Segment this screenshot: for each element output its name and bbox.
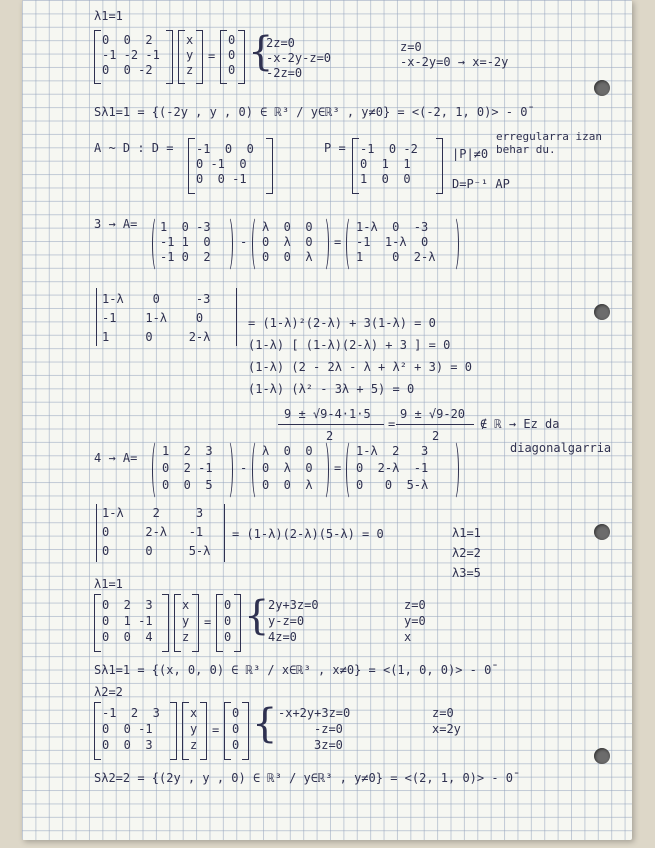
eigenvalue: λ3=5 — [452, 566, 481, 580]
matrix-row: 0 0 5 — [162, 478, 213, 492]
matrix-row: λ 0 0 — [262, 220, 313, 234]
vector-entry: 0 — [232, 706, 240, 720]
matrix-row: 0 λ 0 — [262, 235, 313, 249]
matrix-row: 0 2-λ -1 — [102, 525, 204, 539]
step-line: (1-λ) (λ² - 3λ + 5) = 0 — [248, 382, 415, 396]
matrix-p-label: P = — [324, 141, 346, 155]
paren — [224, 440, 233, 500]
vector-entry: y — [190, 722, 198, 736]
matrix-row: 0 1 -1 — [102, 614, 153, 628]
matrix-bracket — [196, 30, 203, 84]
matrix-row: 0 0 λ — [262, 478, 313, 492]
eigenspace-s1: Sλ1=1 = {(-2y , y , 0) ∈ ℝ³ / y∈ℝ³ , y≠0} = <(-2, 1, 0)> - 0̄ — [94, 105, 528, 119]
vector-entry: 0 — [228, 33, 236, 47]
vector-entry: z — [186, 63, 194, 77]
step-line: (1-λ) (2 - 2λ - λ + λ² + 3) = 0 — [248, 360, 472, 374]
matrix-row: 0 λ 0 — [262, 461, 313, 475]
solution-line: y=0 — [404, 614, 426, 628]
system-solution — [404, 598, 426, 646]
matrix-row: -1 1 0 — [160, 235, 211, 249]
matrix-bracket — [192, 594, 199, 652]
binder-hole-4 — [594, 748, 610, 764]
matrix-row: 0 2 3 — [102, 598, 153, 612]
matrix-a-minus-lambda — [102, 33, 160, 78]
solution-line: z=0 — [404, 598, 426, 612]
system-equation: -x-2y-z=0 — [266, 51, 332, 65]
quadratic-numerator-2: 9 ± √9-20 — [400, 407, 466, 421]
determinant-bar — [96, 288, 97, 346]
matrix-row: 1 2 3 — [162, 444, 213, 458]
matrix-row: 0 0 5-λ — [356, 478, 429, 492]
matrix-row: 0 2 -1 — [162, 461, 213, 475]
diagonalization-formula: D=P⁻¹ AP — [452, 177, 510, 191]
matrix-bracket — [166, 30, 173, 84]
system-equation: -2z=0 — [266, 66, 303, 80]
matrix-row: 1 0 -3 — [160, 220, 211, 234]
characteristic-steps — [248, 316, 472, 404]
vector-entry: x — [186, 33, 194, 47]
determinant-bar — [236, 288, 237, 346]
solution-line: x — [404, 630, 412, 644]
matrix-row: 0 1 1 — [360, 157, 411, 171]
matrix-bracket — [220, 30, 227, 84]
eigenspace-s2: Sλ1=1 = {(x, 0, 0) ∈ ℝ³ / x∈ℝ³ , x≠0} = <(1, 0, 0)> - 0̄ — [94, 663, 492, 677]
minus-sign: - — [240, 461, 248, 475]
system-equation: 2z=0 — [266, 36, 295, 50]
matrix-p — [360, 142, 418, 187]
matrix-bracket — [238, 30, 245, 84]
vector-entry: 0 — [224, 630, 232, 644]
det-p-nonzero: |P|≠0 — [452, 147, 489, 161]
equals-sign: = — [388, 417, 396, 431]
matrix-row: 0 0 -1 — [196, 172, 247, 186]
zero-vector — [232, 706, 239, 754]
system-equation: -z=0 — [314, 722, 343, 736]
matrix-row: 0 -1 0 — [196, 157, 247, 171]
vector-entry: 0 — [224, 614, 232, 628]
matrix-bracket — [178, 30, 185, 84]
quadratic-denominator-2: 2 — [432, 429, 440, 443]
matrix-row: -1 0 -2 — [360, 142, 418, 156]
matrix-bracket — [162, 594, 169, 652]
matrix-a — [162, 444, 213, 495]
matrix-row: 0 0 4 — [102, 630, 153, 644]
matrix-row: 1-λ 2 3 — [102, 506, 204, 520]
solution-line: z=0 — [432, 706, 454, 720]
matrix-bracket — [200, 702, 207, 760]
matrix-a-minus-lambda-i — [356, 220, 435, 265]
eigenvalue: λ1=1 — [452, 526, 481, 540]
matrix-a-minus-lambda-i — [356, 444, 428, 495]
matrix-row: -1 0 2 — [160, 250, 211, 264]
paren — [252, 440, 261, 500]
determinant-bar — [96, 504, 97, 562]
eigenspace-s3: Sλ2=2 = {(2y , y , 0) ∈ ℝ³ / y∈ℝ³ , y≠0} = <(2, 1, 0)> - 0̄ — [94, 771, 514, 785]
vector-entry: 0 — [224, 598, 232, 612]
matrix-row: 1-λ 2 3 — [356, 444, 429, 458]
notebook-page — [22, 0, 632, 840]
paren — [152, 440, 161, 500]
matrix-bracket — [94, 30, 101, 84]
exercise-4-label: 4 → A= — [94, 451, 138, 465]
lambda1-heading: λ1=1 — [94, 9, 123, 23]
vector-entry: z — [190, 738, 198, 752]
vector-entry: 0 — [228, 63, 236, 77]
linear-system — [266, 36, 331, 81]
paren — [450, 216, 459, 272]
paren — [252, 216, 261, 272]
matrix-bracket — [352, 138, 359, 194]
system-solution — [432, 706, 461, 738]
vector-entry: 0 — [228, 48, 236, 62]
matrix-row: 1 0 2-λ — [102, 330, 211, 344]
fraction-line — [278, 424, 384, 425]
matrix-row: 1 0 2-λ — [356, 250, 436, 264]
linear-system — [268, 598, 319, 646]
not-real-conclusion: ∉ ℝ → Ez da — [480, 417, 560, 431]
system-equation: 3z=0 — [314, 738, 343, 752]
vector-entry: y — [182, 614, 190, 628]
eigenvalue: λ2=2 — [452, 546, 481, 560]
system-equation: y-z=0 — [268, 614, 305, 628]
matrix-d — [196, 142, 254, 187]
vector-entry: x — [182, 598, 190, 612]
matrix-bracket — [170, 702, 177, 760]
system-equation: 4z=0 — [268, 630, 297, 644]
matrix-row: -1 1-λ 0 — [356, 235, 429, 249]
zero-vector — [228, 33, 235, 78]
zero-vector — [224, 598, 231, 646]
matrix-bracket — [224, 702, 231, 760]
matrix-row: λ 0 0 — [262, 444, 313, 458]
paren — [346, 440, 355, 500]
characteristic-equation: = (1-λ)(2-λ)(5-λ) = 0 — [232, 527, 384, 541]
eigenvalue-list — [452, 526, 481, 586]
quadratic-numerator: 9 ± √9-4·1·5 — [284, 407, 371, 421]
eigenvector-heading-1: λ1=1 — [94, 577, 123, 591]
matrix-row: 0 0 2 — [102, 33, 153, 47]
step-line: = (1-λ)²(2-λ) + 3(1-λ) = 0 — [248, 316, 436, 330]
matrix-lambda-i — [262, 444, 313, 495]
vector-entry: y — [186, 48, 194, 62]
matrix-a — [160, 220, 211, 265]
matrix-row: 1-λ 0 -3 — [356, 220, 429, 234]
minus-sign: - — [240, 235, 248, 249]
matrix-row: 0 0 5-λ — [102, 544, 211, 558]
paren — [320, 440, 329, 500]
vector-entry: z — [182, 630, 190, 644]
system-equation: -x+2y+3z=0 — [278, 706, 351, 720]
unknown-vector — [186, 33, 193, 78]
system-brace: { — [252, 701, 278, 747]
binder-hole-1 — [594, 80, 610, 96]
equals-sign: = — [334, 461, 342, 475]
equals-sign: = — [334, 235, 342, 249]
matrix-row: -1 1-λ 0 — [102, 311, 204, 325]
matrix-row: 0 0 λ — [262, 250, 313, 264]
matrix-row: 0 0 -2 — [102, 63, 153, 77]
matrix-bracket — [94, 702, 101, 760]
binder-hole-3 — [594, 524, 610, 540]
matrix-bracket — [216, 594, 223, 652]
linear-system — [278, 706, 350, 754]
unknown-vector — [190, 706, 197, 754]
exercise-3-label: 3 → A= — [94, 217, 138, 231]
quadratic-denominator: 2 — [326, 429, 334, 443]
matrix-row: 1-λ 0 -3 — [102, 292, 211, 306]
matrix-row: 0 2-λ -1 — [356, 461, 429, 475]
system-brace: { — [248, 29, 274, 75]
matrix-row: -1 2 3 — [102, 706, 160, 720]
vector-entry: x — [190, 706, 198, 720]
solution-line: z=0 — [400, 40, 422, 54]
matrix-a-minus-lambda — [102, 598, 153, 646]
paren — [320, 216, 329, 272]
matrix-bracket — [182, 702, 189, 760]
unknown-vector — [182, 598, 189, 646]
paren — [450, 440, 459, 500]
matrix-bracket — [242, 702, 249, 760]
determinant-ex3 — [102, 292, 210, 349]
system-brace: { — [244, 593, 270, 639]
system-solution — [400, 40, 508, 70]
not-diagonalizable: diagonalgarria — [510, 441, 612, 455]
vector-entry: 0 — [232, 738, 240, 752]
vector-entry: 0 — [232, 722, 240, 736]
paren — [224, 216, 233, 272]
equals-sign: = — [208, 49, 216, 63]
matrix-bracket — [188, 138, 195, 194]
matrix-lambda-i — [262, 220, 313, 265]
matrix-bracket — [94, 594, 101, 652]
determinant-bar — [224, 504, 225, 562]
matrix-row: 0 0 -1 — [102, 722, 153, 736]
binder-hole-2 — [594, 304, 610, 320]
system-equation: 2y+3z=0 — [268, 598, 319, 612]
fraction-line — [396, 424, 474, 425]
solution-line: x=2y — [432, 722, 461, 736]
determinant-ex4 — [102, 506, 210, 563]
matrix-row: -1 -2 -1 — [102, 48, 160, 62]
matrix-a-minus-lambda — [102, 706, 160, 754]
eigenvector-heading-2: λ2=2 — [94, 685, 123, 699]
matrix-bracket — [436, 138, 443, 194]
matrix-row: 1 0 0 — [360, 172, 411, 186]
matrix-row: 0 0 3 — [102, 738, 153, 752]
matrix-bracket — [266, 138, 273, 194]
paren — [346, 216, 355, 272]
equals-sign: = — [204, 615, 212, 629]
step-line: (1-λ) [ (1-λ)(2-λ) + 3 ] = 0 — [248, 338, 451, 352]
matrix-bracket — [234, 594, 241, 652]
regular-note: erregularra izan behar du. — [496, 130, 602, 156]
matrix-row: -1 0 0 — [196, 142, 254, 156]
similarity-statement: A ~ D : D = — [94, 141, 174, 155]
solution-line: -x-2y=0 → x=-2y — [400, 55, 509, 69]
equals-sign: = — [212, 723, 220, 737]
matrix-bracket — [174, 594, 181, 652]
